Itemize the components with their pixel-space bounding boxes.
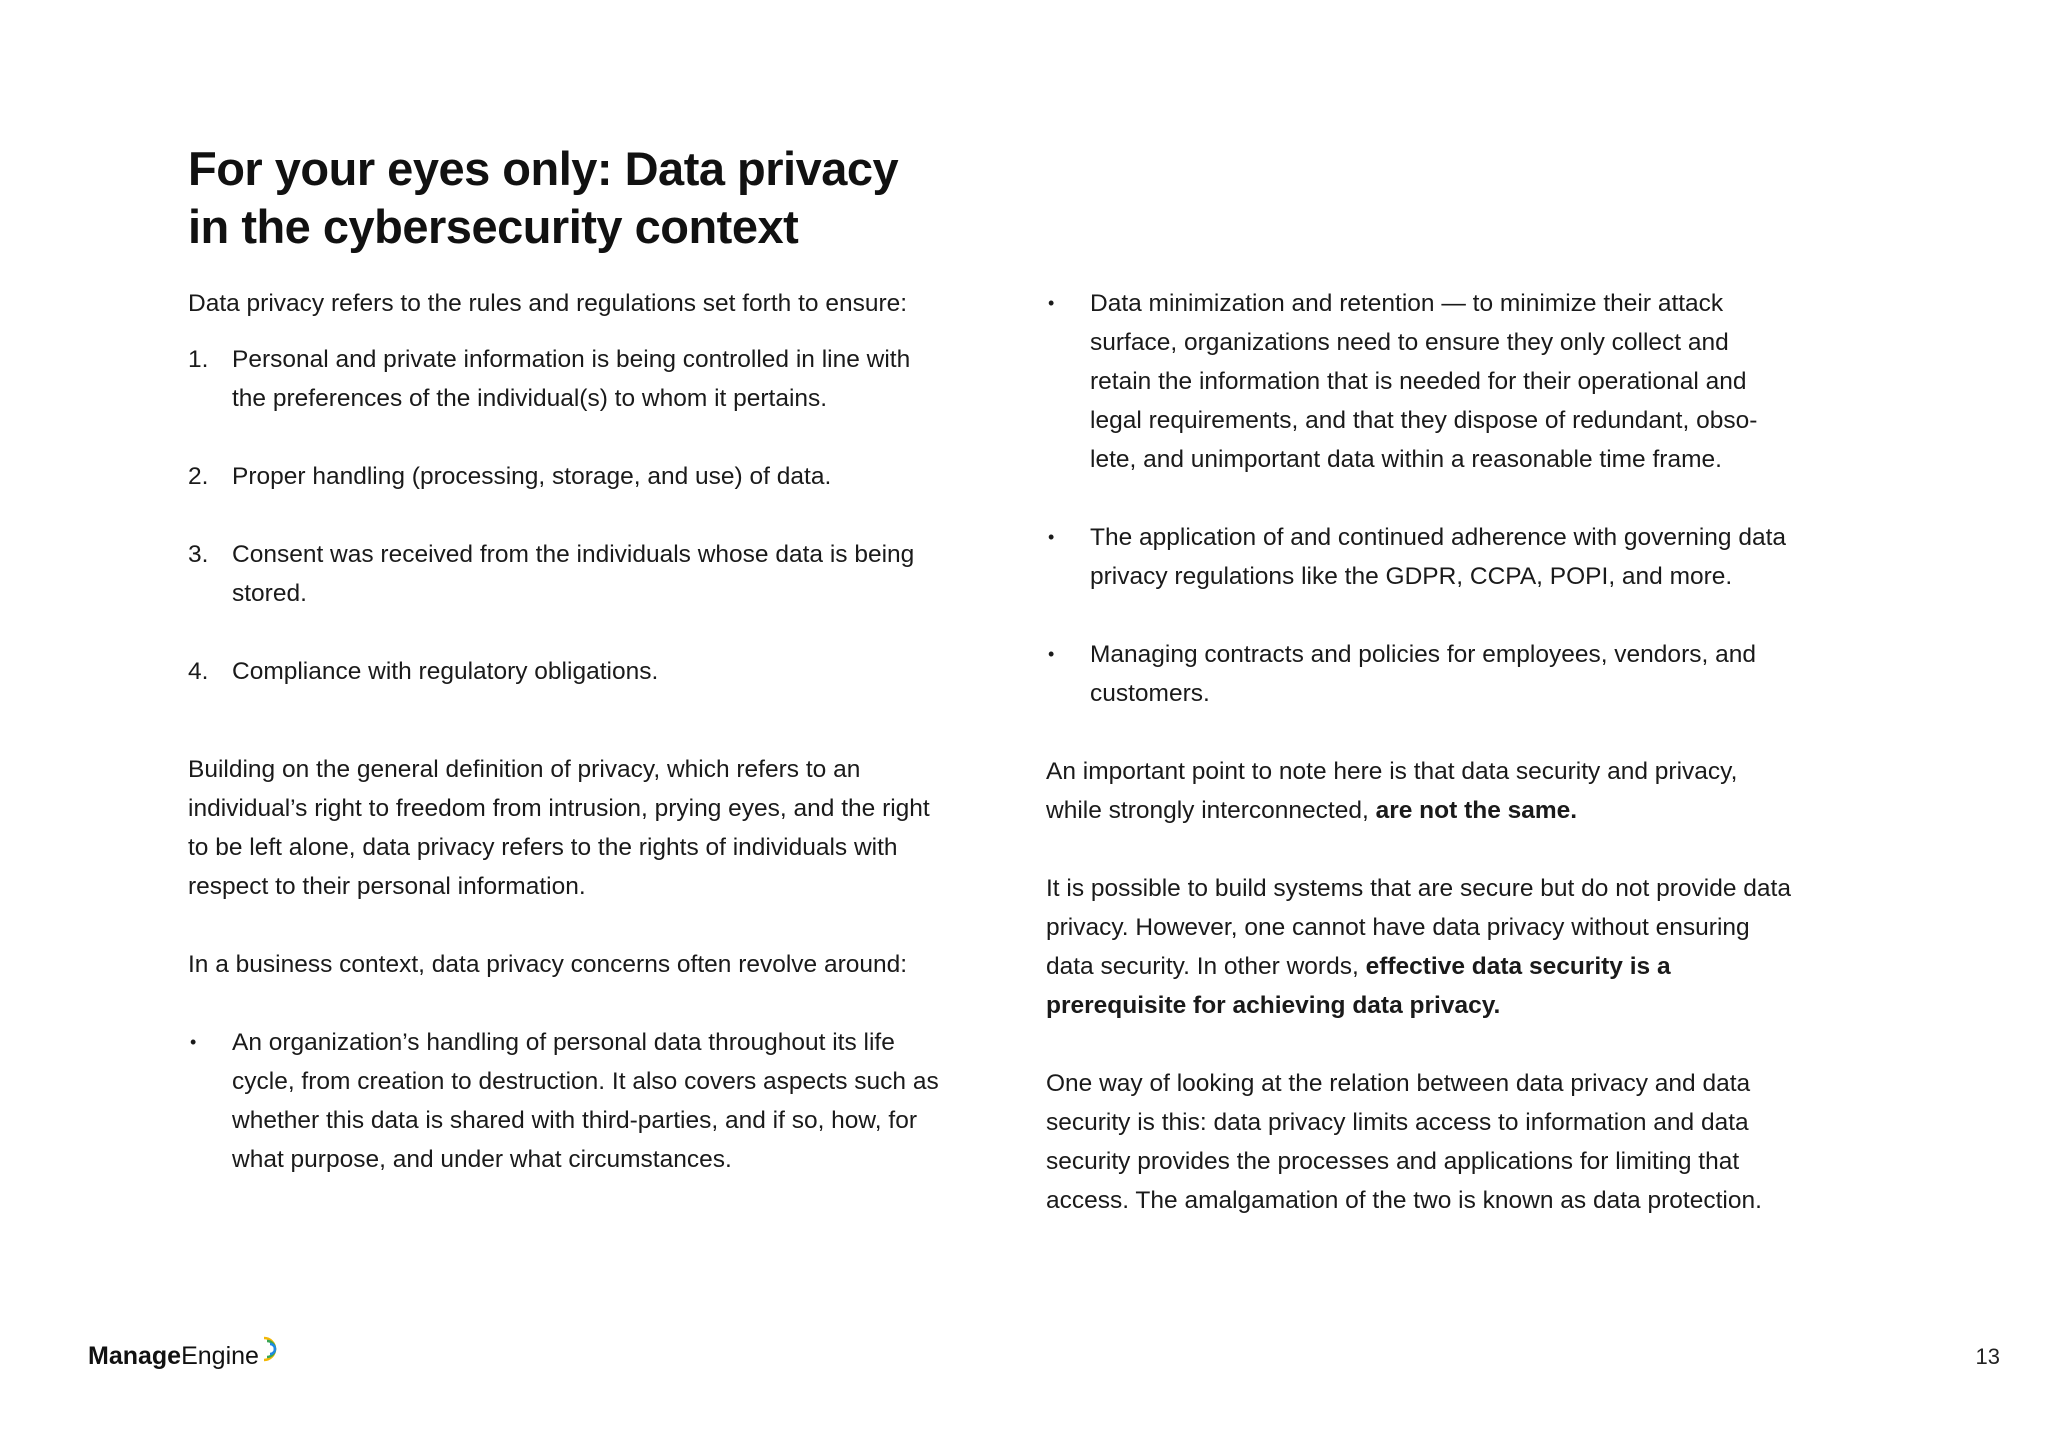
business-context-paragraph: In a business context, data privacy concerns often revolve around:	[188, 951, 908, 978]
requirements-list	[188, 340, 948, 691]
list-item	[1046, 635, 1796, 713]
list-item-text: Consent was received from the individuals whose data is being stored.	[232, 541, 915, 607]
list-item-text: Managing contracts and policies for employees, vendors, and customers.	[1090, 641, 1756, 707]
page-number: 13	[1975, 1344, 2000, 1369]
data-protection-paragraph: One way of looking at the relation between data privacy and data security is this: data privacy limits access to information and data security provides the processes and applications for limiting that access. The amalgamation of the two is known as data protection.	[1046, 1070, 1762, 1214]
intro-paragraph: Data privacy refers to the rules and regulations set forth to ensure:	[188, 290, 908, 317]
list-item	[1046, 284, 1796, 479]
list-item-text: Data minimization and retention — to minimize their attack surface, organizations need to ensure they only collect and retain the information that is needed for their operational and legal requirements, and that they dispose of redundant, obso-lete, and unimportant data within a reasonable time frame.	[1090, 290, 1758, 473]
left-column	[188, 284, 948, 1179]
list-item-text: Compliance with regulatory obligations.	[232, 658, 659, 685]
important-point-paragraph	[1046, 752, 1796, 830]
page-title	[188, 140, 1008, 256]
list-item-text: The application of and continued adherence with governing data privacy regulations like the GDPR, CCPA, POPI, and more.	[1090, 524, 1787, 590]
list-item	[188, 1023, 948, 1179]
bullet-icon: •	[1048, 527, 1055, 547]
title-line-2: in the cybersecurity context	[188, 200, 799, 253]
definition-paragraph: Building on the general definition of privacy, which refers to an individual’s right to freedom from intrusion, prying eyes, and the right to be left alone, data privacy refers to the rights of individuals with respect to their personal information.	[188, 756, 930, 900]
manageengine-logo	[88, 1336, 279, 1376]
secure-systems-text: It is possible to build systems that are secure but do not provide data privacy. However, one cannot have data privacy without ensuring data security. In other words,	[1046, 875, 1791, 980]
business-concerns-list	[188, 1023, 948, 1179]
logo-text-engine: Engine	[181, 1341, 259, 1370]
business-concerns-list-continued	[1046, 284, 1796, 713]
right-column	[1046, 284, 1796, 1220]
list-item-text: Proper handling (processing, storage, and use) of data.	[232, 463, 832, 490]
bullet-icon: •	[1048, 644, 1055, 664]
list-item	[1046, 518, 1796, 596]
logo-text-manage: Manage	[88, 1341, 182, 1370]
list-number: 3.	[188, 541, 209, 568]
list-item	[188, 535, 948, 613]
list-item	[188, 457, 948, 496]
list-number: 4.	[188, 658, 209, 685]
list-item	[188, 340, 948, 418]
list-item-text: Personal and private information is being controlled in line with the preferences of the individual(s) to whom it pertains.	[232, 346, 911, 412]
bullet-icon: •	[190, 1032, 197, 1052]
title-line-1: For your eyes only: Data privacy	[188, 142, 899, 195]
list-item	[188, 652, 948, 691]
secure-systems-emphasis: effective data security is a prerequisite for achieving data privacy.	[1046, 953, 1671, 1019]
list-number: 1.	[188, 346, 209, 373]
secure-systems-paragraph	[1046, 869, 1796, 1025]
important-point-emphasis: are not the same.	[1375, 797, 1578, 824]
bullet-icon: •	[1048, 293, 1055, 313]
logo-arc-icon	[261, 1336, 279, 1362]
list-number: 2.	[188, 463, 209, 490]
list-item-text: An organization’s handling of personal data throughout its life cycle, from creation to destruction. It also covers aspects such as whether this data is shared with third-parties, and if so, how, for what purpose, and under what circumstances.	[232, 1029, 939, 1173]
important-point-text: An important point to note here is that data security and privacy, while strongly interconnected,	[1046, 758, 1738, 824]
